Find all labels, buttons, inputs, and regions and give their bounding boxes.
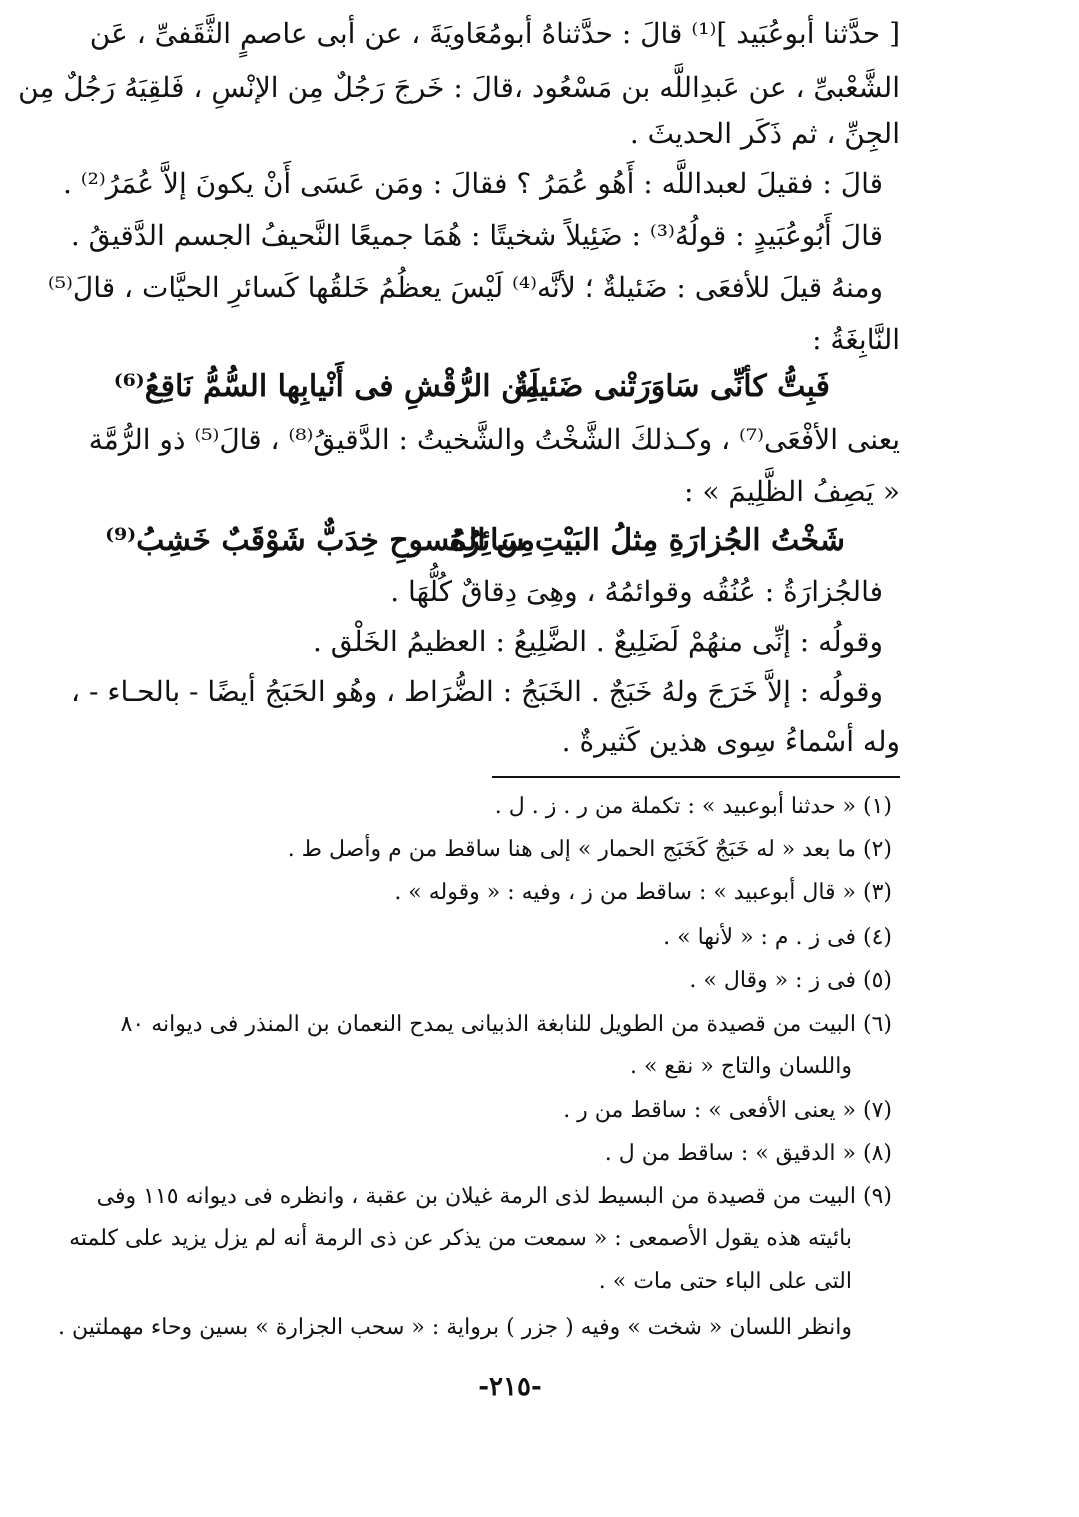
footnote-9: (٩) البيت من قصيدة من البسيط لذى الرمة غيلان بن عقبة ، وانظره فى ديوانه ١١٥ وفى (96, 1184, 892, 1209)
footnote-9-continued-1: بائيته هذه يقول الأصمعى : « سمعت من يذكر عن ذى الرمة أنه لم يزل يزيد على كلمته (69, 1226, 852, 1251)
body-line-11: وقولُه : إنِّى منهُمْ لَضَلِيعٌ . الضَّلِيعُ : العظيمُ الخَلْق . (312, 625, 883, 658)
footnote-9-continued-2: التى على الباء حتى مات » . (598, 1269, 852, 1294)
verse-1-first-hemistich: فَبِتُّ كأنِّى سَاوَرَتْنى ضَئيلَةٌ (513, 369, 830, 404)
body-line-5: قالَ أَبُوعُبَيدٍ : قولُهُ⁽³⁾ : ضَئِيلاً شخيتًا : هُمَا جميعًا النَّحيفُ الجسم الدَّقيقُ . (70, 219, 883, 252)
page-number: -٢١٥- (478, 1372, 542, 1402)
verse-2-first-hemistich: شَخْتُ الجُزارَةِ مِثلُ البَيْتِ سَائِرُهُ (449, 523, 845, 558)
body-line-7: النَّابِغَةُ : (812, 323, 900, 356)
footnote-1: (١) « حدثنا أبوعبيد » : تكملة من ر . ز . ل . (494, 794, 892, 819)
footnote-5: (٥) فى ز : « وقال » . (689, 968, 892, 993)
body-line-3: الجِنِّ ، ثم ذَكَر الحديثَ . (629, 117, 900, 150)
footnote-4: (٤) فى ز . م : « لأنها » . (663, 925, 892, 950)
footnote-9-continued-3: وانظر اللسان « شخت » وفيه ( جزر ) برواية : « سحب الجزارة » بسين وحاء مهملتين . (57, 1315, 852, 1340)
footnote-8: (٨) « الدقيق » : ساقط من ل . (604, 1141, 892, 1166)
footnote-separator (492, 776, 900, 778)
verse-1-second-hemistich: مِن الرُّقْشِ فى أَنْيابِها السُّمُّ نَاقِعُ⁽⁶⁾ (113, 369, 540, 404)
footnote-3: (٣) « قال أبوعبيد » : ساقط من ز ، وفيه : « وقوله » . (394, 880, 892, 905)
verse-2-second-hemistich: مِن المُسوحِ خِدَبٌّ شَوْقَبٌ خَشِبُ⁽⁹⁾ (105, 523, 535, 558)
footnote-7: (٧) « يعنى الأفعى » : ساقط من ر . (563, 1098, 892, 1123)
footnote-6: (٦) البيت من قصيدة من الطويل للنابغة الذبيانى يمدح النعمان بن المنذر فى ديوانه ٨٠ (120, 1012, 892, 1037)
body-line-4: قالَ : فقيلَ لعبداللَّه : أَهُو عُمَرُ ؟ فقالَ : ومَن عَسَى أَنْ يكونَ إلاَّ عُمَرُ⁽²⁾ . (62, 167, 883, 200)
body-line-13: وله أسْماءُ سِوى هذين كَثيرةٌ . (561, 725, 900, 758)
body-line-10: فالجُزارَةُ : عُنُقُه وقوائمُهُ ، وهِىَ دِقاقٌ كُلُّهَا . (390, 575, 883, 608)
body-line-9: « يَصِفُ الظَّلِيمَ » : (684, 475, 900, 508)
footnote-2: (٢) ما بعد « له خَبَجٌ كَخَبَج الحمار » إلى هنا ساقط من م وأصل ط . (287, 837, 892, 862)
body-line-8: يعنى الأفْعَى⁽⁷⁾ ، وكـذلكَ الشَّخْتُ والشَّخيتُ : الدَّقيقُ⁽⁸⁾ ، قالَ⁽⁵⁾ ذو الرُّمَّة (88, 423, 900, 456)
body-line-6: ومنهُ قيلَ للأفعَى : ضَئيلةٌ ؛ لأنَّه⁽⁴⁾ لَيْسَ يعظُمُ خَلقُها كَسائرِ الحيَّات ، قالَ⁽⁵⁾ (47, 271, 883, 304)
body-line-2: الشَّعْبىِّ ، عن عَبدِاللَّه بن مَسْعُود ،قالَ : خَرجَ رَجُلٌ مِن الإنْسِ ، فَلقِيَهُ رَجُلٌ مِن (18, 71, 900, 104)
body-line-12: وقولُه : إلاَّ خَرَجَ ولهُ خَبَجٌ . الخَبَجُ : الضُّرَاط ، وهُو الحَبَجُ أيضًا - بالحـاء - ، (71, 675, 883, 708)
footnote-6-continued: واللسان والتاج « نقع » . (629, 1054, 852, 1079)
body-line-1: [ حدَّثنا أبوعُبَيد ]⁽¹⁾ قالَ : حدَّثناهُ أبومُعَاويَةَ ، عن أبى عاصمٍ الثَّقَفىِّ ، عَن (89, 17, 900, 50)
